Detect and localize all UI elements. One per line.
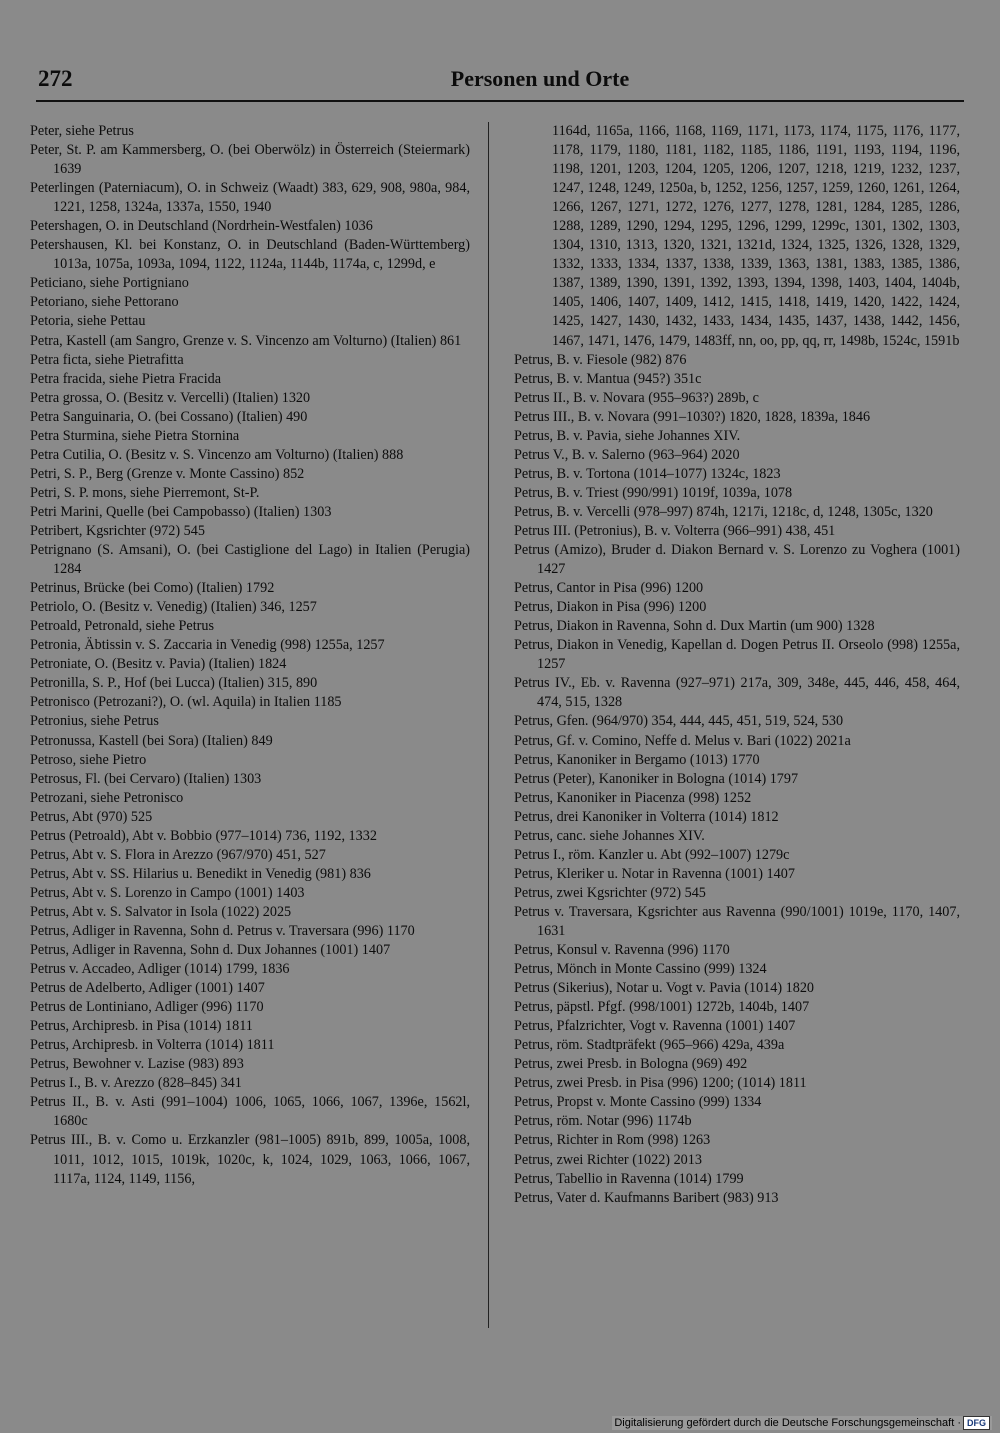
index-entry: Petroniate, O. (Besitz v. Pavia) (Italien) 1824 — [30, 656, 287, 673]
index-entry: Petri, S. P., Berg (Grenze v. Monte Cassino) 852 — [30, 465, 305, 482]
index-entry: Petronia, Äbtissin v. S. Zaccaria in Venedig (998) 1255a, 1257 — [30, 637, 385, 654]
index-entry: Petrus, Abt v. SS. Hilarius u. Benedikt in Venedig (981) 836 — [30, 865, 371, 882]
index-entry: Petrus, B. v. Triest (990/991) 1019f, 1039a, 1078 — [514, 484, 793, 501]
footer-text: Digitalisierung gefördert durch die Deutsche Forschungsgemeinschaft · — [614, 1417, 961, 1429]
index-entry: Petrus (Sikerius), Notar u. Vogt v. Pavia (1014) 1820 — [514, 980, 815, 997]
index-entry: Petronius, siehe Petrus — [30, 713, 159, 730]
index-entry: Petribert, Kgsrichter (972) 545 — [30, 522, 205, 539]
index-entry: Petrus, Abt v. S. Lorenzo in Campo (1001) 1403 — [30, 884, 305, 901]
left-column — [30, 122, 470, 1189]
index-entry: Petrus, Konsul v. Ravenna (996) 1170 — [514, 942, 730, 959]
index-entry: Petrus, Bewohner v. Lazise (983) 893 — [30, 1056, 244, 1073]
index-entry: Petri Marini, Quelle (bei Campobasso) (Italien) 1303 — [30, 503, 332, 520]
index-entry: Petrus v. Traversara, Kgsrichter aus Ravenna (990/1001) 1019e, 1170, 1407, 1631 — [514, 903, 960, 939]
index-entry: Petrus, röm. Stadtpräfekt (965–966) 429a, 439a — [514, 1037, 785, 1054]
index-entry: Petrus, Vater d. Kaufmanns Baribert (983) 913 — [514, 1189, 779, 1206]
index-entry: Petra Cutilia, O. (Besitz v. S. Vincenzo am Volturno) (Italien) 888 — [30, 446, 404, 463]
continued-entry: 1164d, 1165a, 1166, 1168, 1169, 1171, 1173, 1174, 1175, 1176, 1177, 1178, 1179, 1180, 1181, 1182, 1185, 1186, 1191, 1193, 1194, 1196, 1198, 1201, 1203, 1204, 1205, 1206, 1207, 1218, 1219, 1232, 1237, 1247, 1248, 1249, 1250a, b, 1252, 1256, 1257, 1259, 1260, 1261, 1264, 1266, 1267, 1271, 1272, 1276, 1277, 1278, 1281, 1284, 1285, 1286, 1288, 1289, 1290, 1294, 1295, 1296, 1299, 1299c, 1301, 1302, 1303, 1304, 1310, 1313, 1320, 1321, 1321d, 1324, 1325, 1326, 1328, 1329, 1332, 1333, 1334, 1337, 1338, 1339, 1363, 1381, 1383, 1385, 1386, 1387, 1389, 1390, 1391, 1392, 1393, 1394, 1398, 1403, 1404, 1404b, 1405, 1406, 1407, 1409, 1412, 1415, 1418, 1419, 1420, 1422, 1424, 1425, 1427, 1430, 1432, 1433, 1434, 1435, 1437, 1438, 1442, 1456, 1467, 1471, 1476, 1479, 1483ff, nn, oo, pp, qq, rr, 1498b, 1524c, 1591b — [552, 123, 960, 349]
index-entry: Petoria, siehe Pettau — [30, 313, 146, 330]
index-entry: Petra ficta, siehe Pietrafitta — [30, 351, 184, 368]
index-entry: Petrus I., röm. Kanzler u. Abt (992–1007) 1279c — [514, 846, 790, 863]
index-entry: Petroso, siehe Pietro — [30, 751, 147, 768]
index-entry: Petrus, Richter in Rom (998) 1263 — [514, 1132, 711, 1149]
index-entry: Petrus V., B. v. Salerno (963–964) 2020 — [514, 446, 740, 463]
index-entry: Petrus, Archipresb. in Pisa (1014) 1811 — [30, 1018, 253, 1035]
right-column — [514, 122, 960, 1208]
index-entry: Petrus, Tabellio in Ravenna (1014) 1799 — [514, 1170, 744, 1187]
page-number: 272 — [38, 66, 73, 91]
index-entry: Peter, St. P. am Kammersberg, O. (bei Oberwölz) in Österreich (Steiermark) 1639 — [30, 142, 470, 178]
index-entry: Petoriano, siehe Pettorano — [30, 294, 179, 311]
index-entry: Petrosus, Fl. (bei Cervaro) (Italien) 1303 — [30, 770, 262, 787]
index-entry: Petrus III., B. v. Novara (991–1030?) 1820, 1828, 1839a, 1846 — [514, 408, 871, 425]
index-entry: Petra fracida, siehe Pietra Fracida — [30, 370, 222, 387]
dfg-logo: DFG — [963, 1416, 990, 1430]
index-entry: Peticiano, siehe Portigniano — [30, 275, 189, 292]
index-entry: Petrus, B. v. Vercelli (978–997) 874h, 1217i, 1218c, d, 1248, 1305c, 1320 — [514, 503, 933, 520]
index-entry: Petrus, zwei Presb. in Pisa (996) 1200; (1014) 1811 — [514, 1075, 807, 1092]
index-entry: Petrignano (S. Amsani), O. (bei Castiglione del Lago) in Italien (Perugia) 1284 — [30, 542, 470, 578]
index-entry: Petra Sturmina, siehe Pietra Stornina — [30, 427, 240, 444]
index-entry: Petrus, drei Kanoniker in Volterra (1014) 1812 — [514, 808, 779, 825]
index-entry: Petrus, B. v. Tortona (1014–1077) 1324c, 1823 — [514, 465, 781, 482]
index-entry: Petrus, Mönch in Monte Cassino (999) 1324 — [514, 961, 767, 978]
index-entry: Petrus III. (Petronius), B. v. Volterra (966–991) 438, 451 — [514, 522, 836, 539]
index-entry: Petrus, Diakon in Pisa (996) 1200 — [514, 599, 707, 616]
index-entry: Petrus, B. v. Mantua (945?) 351c — [514, 370, 702, 387]
index-entry: Petrus, Kleriker u. Notar in Ravenna (1001) 1407 — [514, 865, 795, 882]
index-entry: Petrus, Kanoniker in Piacenza (998) 1252 — [514, 789, 752, 806]
index-entry: Petrus (Amizo), Bruder d. Diakon Bernard v. S. Lorenzo zu Voghera (1001) 1427 — [514, 542, 960, 578]
index-entry: Petrus, B. v. Fiesole (982) 876 — [514, 351, 687, 368]
index-entry: Petrus I., B. v. Arezzo (828–845) 341 — [30, 1075, 242, 1092]
index-entry: Petrus, päpstl. Pfgf. (998/1001) 1272b, 1404b, 1407 — [514, 999, 810, 1016]
index-entry: Petrus, Gfen. (964/970) 354, 444, 445, 451, 519, 524, 530 — [514, 713, 844, 730]
index-entry: Peterlingen (Paterniacum), O. in Schweiz (Waadt) 383, 629, 908, 980a, 984, 1221, 1258, 1324a, 1337a, 1550, 1940 — [30, 180, 470, 216]
index-entry: Petrus, Adliger in Ravenna, Sohn d. Petrus v. Traversara (996) 1170 — [30, 922, 415, 939]
index-entry: Petrus de Lontiniano, Adliger (996) 1170 — [30, 999, 264, 1016]
index-entry: Petrus (Peter), Kanoniker in Bologna (1014) 1797 — [514, 770, 799, 787]
index-entry: Petrus, Gf. v. Comino, Neffe d. Melus v. Bari (1022) 2021a — [514, 732, 851, 749]
index-entry: Petrus II., B. v. Novara (955–963?) 289b, c — [514, 389, 759, 406]
index-entry: Petrus, Abt v. S. Salvator in Isola (1022) 2025 — [30, 903, 292, 920]
index-entry: Petrus IV., Eb. v. Ravenna (927–971) 217a, 309, 348e, 445, 446, 458, 464, 474, 515, 1328 — [514, 675, 960, 711]
page-header — [36, 66, 964, 102]
index-entry: Petroald, Petronald, siehe Petrus — [30, 618, 215, 635]
index-entry: Petrus (Petroald), Abt v. Bobbio (977–1014) 736, 1192, 1332 — [30, 827, 377, 844]
index-entry: Petrinus, Brücke (bei Como) (Italien) 1792 — [30, 580, 275, 597]
index-entry: Petrus III., B. v. Como u. Erzkanzler (981–1005) 891b, 899, 1005a, 1008, 1011, 1012, 1015, 1019k, 1020c, k, 1024, 1029, 1063, 1066, 1067, 1117a, 1124, 1149, 1156, — [30, 1132, 470, 1187]
index-entry: Petrus, Diakon in Venedig, Kapellan d. Dogen Petrus II. Orseolo (998) 1255a, 1257 — [514, 637, 960, 673]
index-entry: Petra, Kastell (am Sangro, Grenze v. S. Vincenzo am Volturno) (Italien) 861 — [30, 332, 462, 349]
index-entry: Petrus II., B. v. Asti (991–1004) 1006, 1065, 1066, 1067, 1396e, 1562l, 1680c — [30, 1094, 470, 1130]
footer-credit — [612, 1416, 992, 1430]
right-column-entries — [514, 351, 960, 1208]
index-entry: Petrus, Kanoniker in Bergamo (1013) 1770 — [514, 751, 760, 768]
index-entry: Petriolo, O. (Besitz v. Venedig) (Italien) 346, 1257 — [30, 599, 317, 616]
index-entry: Petronisco (Petrozani?), O. (wl. Aquila) in Italien 1185 — [30, 694, 342, 711]
index-entry: Petronussa, Kastell (bei Sora) (Italien) 849 — [30, 732, 273, 749]
index-entry: Petrus, B. v. Pavia, siehe Johannes XIV. — [514, 427, 741, 444]
index-entry: Petershagen, O. in Deutschland (Nordrhein-Westfalen) 1036 — [30, 218, 373, 235]
column-divider — [488, 122, 489, 1328]
index-entry: Petra grossa, O. (Besitz v. Vercelli) (Italien) 1320 — [30, 389, 311, 406]
index-entry: Petrus, Abt v. S. Flora in Arezzo (967/970) 451, 527 — [30, 846, 326, 863]
index-entry: Petershausen, Kl. bei Konstanz, O. in Deutschland (Baden-Württemberg) 1013a, 1075a, 1093a, 1094, 1122, 1124a, 1144b, 1174a, c, 1299d, e — [30, 237, 470, 273]
index-entry: Petrus, röm. Notar (996) 1174b — [514, 1113, 692, 1130]
index-entry: Petri, S. P. mons, siehe Pierremont, St-P. — [30, 484, 260, 501]
index-entry: Petrus v. Accadeo, Adliger (1014) 1799, 1836 — [30, 961, 290, 978]
index-entry: Petronilla, S. P., Hof (bei Lucca) (Italien) 315, 890 — [30, 675, 318, 692]
index-entry: Petrus, canc. siehe Johannes XIV. — [514, 827, 705, 844]
index-entry: Petrus, zwei Presb. in Bologna (969) 492 — [514, 1056, 748, 1073]
index-entry: Petrus, Diakon in Ravenna, Sohn d. Dux Martin (um 900) 1328 — [514, 618, 875, 635]
index-entry: Petrus, zwei Kgsrichter (972) 545 — [514, 884, 706, 901]
index-entry: Petrus de Adelberto, Adliger (1001) 1407 — [30, 980, 265, 997]
index-entry: Petrozani, siehe Petronisco — [30, 789, 184, 806]
index-entry: Petra Sanguinaria, O. (bei Cossano) (Italien) 490 — [30, 408, 308, 425]
index-entry: Petrus, Propst v. Monte Cassino (999) 1334 — [514, 1094, 762, 1111]
index-entry: Petrus, Archipresb. in Volterra (1014) 1811 — [30, 1037, 275, 1054]
index-entry: Petrus, zwei Richter (1022) 2013 — [514, 1151, 702, 1168]
index-entry: Petrus, Adliger in Ravenna, Sohn d. Dux Johannes (1001) 1407 — [30, 942, 391, 959]
index-entry: Petrus, Abt (970) 525 — [30, 808, 153, 825]
index-entry: Petrus, Cantor in Pisa (996) 1200 — [514, 580, 704, 597]
index-entry: Peter, siehe Petrus — [30, 123, 134, 139]
index-entry: Petrus, Pfalzrichter, Vogt v. Ravenna (1001) 1407 — [514, 1018, 796, 1035]
page-title: Personen und Orte — [450, 66, 630, 91]
